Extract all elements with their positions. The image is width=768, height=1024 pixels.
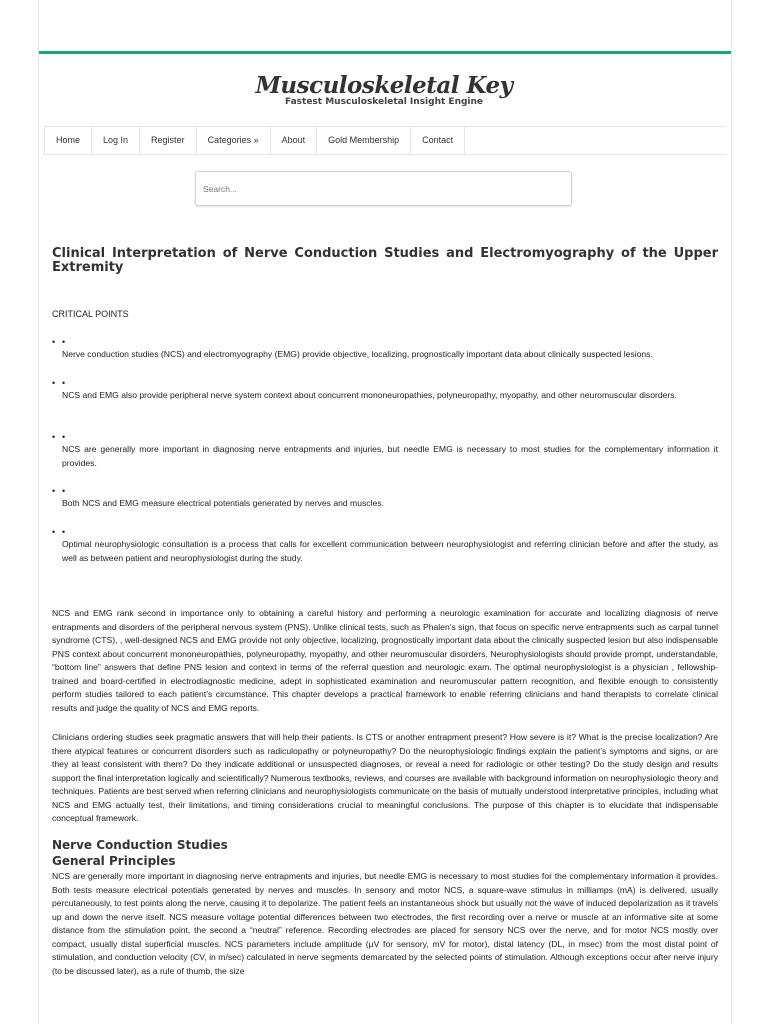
- bullet-icon: •: [52, 432, 56, 442]
- list-item: [52, 431, 718, 470]
- subsection-heading: General Principles: [52, 854, 176, 868]
- bullet-icon: •: [62, 337, 66, 347]
- bullet-icon: •: [62, 527, 66, 537]
- bullet-icon: •: [52, 486, 56, 496]
- bullet-icon: •: [62, 378, 66, 388]
- article-title: Clinical Interpretation of Nerve Conduction Studies and Electromyography of the Upper Extremity: [52, 246, 718, 275]
- critical-points-heading: CRITICAL POINTS: [52, 309, 129, 319]
- list-item: [52, 485, 718, 511]
- section-heading: Nerve Conduction Studies: [52, 838, 228, 852]
- bullet-icon: •: [52, 527, 56, 537]
- critical-point-text: NCS are generally more important in diagnosing nerve entrapments and injuries, but needle EMG is necessary to most studies for the complementary information it provides.: [62, 444, 718, 468]
- nav-contact[interactable]: Contact: [411, 127, 465, 154]
- nav-gold-membership[interactable]: Gold Membership: [317, 127, 411, 154]
- site-logo[interactable]: Musculoskeletal Key: [255, 72, 513, 99]
- nav-login[interactable]: Log In: [92, 127, 140, 154]
- critical-point-text: Both NCS and EMG measure electrical potentials generated by nerves and muscles.: [62, 498, 384, 508]
- bullet-icon: •: [52, 337, 56, 347]
- nav-categories[interactable]: Categories »: [197, 127, 271, 154]
- critical-point-text: NCS and EMG also provide peripheral nerve system context about concurrent mononeuropathies, polyneuropathy, myopathy, and other neuromuscular disorders.: [62, 390, 677, 400]
- list-item: [52, 526, 718, 565]
- section-paragraph: NCS are generally more important in diagnosing nerve entrapments and injuries, but needle EMG is necessary to most studies for the complementary information it provides. Both tests measure electrical potentials generated by nerves and muscles. In sensory and motor NCS, a square-wave stimulus in milliamps (mA) is delivered, usually percutaneously, to test points along the nerve, causing it to depolarize. The patient feels an instantaneous shock but usually not the wave of induced depolarization as it travels up and down the nerve itself. NCS measure voltage potential differences between two electrodes, the first recording over a nerve or muscle at an informative site at some distance from the stimulation point, the second a “neutral” reference. Recording electrodes are placed for sensory NCS over the nerve, and for motor NCS mostly over compact, usually distal superficial muscles. NCS parameters include amplitude (μV for sensory, mV for motor), distal latency (DL, in msec) from the most distal point of stimulation, and conduction velocity (CV, in m/sec) calculated in nerve segments demarcated by the selected points of stimulation. Although exceptions occur after nerve injury (to be discussed later), as a rule of thumb, the size: [52, 871, 718, 976]
- list-item: [52, 377, 718, 403]
- list-item: [52, 336, 718, 362]
- search-input[interactable]: [195, 171, 572, 206]
- nav-home[interactable]: Home: [44, 127, 92, 154]
- nav-register[interactable]: Register: [140, 127, 197, 154]
- bullet-icon: •: [62, 432, 66, 442]
- critical-point-text: Nerve conduction studies (NCS) and electromyography (EMG) provide objective, localizing, prognostically important data about clinically suspected lesions.: [62, 349, 653, 359]
- bullet-icon: •: [52, 378, 56, 388]
- intro-paragraph-1: NCS and EMG rank second in importance only to obtaining a careful history and performing a neurologic examination for accurate and localizing diagnosis of nerve entrapments and disorders of the peripheral nervous system (PNS). Unlike clinical tests, such as Phalen’s sign, that focus on specific nerve entrapments such as carpal tunnel syndrome (CTS), , well-designed NCS and EMG provide not only objective, localizing, prognostically important data about the clinically suspected lesion but also indispensable PNS context about concurrent mononeuropathies, polyneuropathy, myopathy, and other neuromuscular disorders. Neurophysiologists should provide prompt, understandable, “bottom line” answers that define PNS lesion and context in terms of the referral question and neurologic exam. The optimal neurophysiologist is a physician , fellowship-trained and board-certified in electrodiagnostic medicine, adept in sophisticated examination and neuromuscular pattern recognition, and flexible enough to consistently perform studies tailored to each patient’s circumstance. This chapter develops a practical framework to enable referring clinicians and hand therapists to correlate clinical results and judge the quality of NCS and EMG reports.: [52, 608, 718, 713]
- critical-point-text: Optimal neurophysiologic consultation is a process that calls for excellent communication between neurophysiologist and referring clinician before and after the study, as well as between patient and neurophysiologist during the study.: [62, 539, 718, 563]
- site-tagline: Fastest Musculoskeletal Insight Engine: [284, 97, 484, 107]
- main-nav: [44, 126, 726, 155]
- bullet-icon: •: [62, 486, 66, 496]
- nav-about[interactable]: About: [271, 127, 318, 154]
- intro-paragraph-2: Clinicians ordering studies seek pragmatic answers that will help their patients. Is CTS or another entrapment present? How severe is it? What is the precise localization? Are there atypical features or concurrent disorders such as radiculopathy or polyneuropathy? Do the neurophysiologic findings explain the patient’s symptoms and signs, or are they at least consistent with them? Do they indicate additional or unsuspected diagnoses, or reveal a need for radiologic or other testing? Do the study design and results support the final interpretation logically and scientifically? Numerous textbooks, reviews, and courses are available with background information on neurophysiologic theory and techniques. Patients are best served when referring clinicians and neurophysiologists communicate on the basis of mutually understood interpretative principles, including what NCS and EMG actually test, their limitations, and timing considerations crucial to meaningful conclusions. The purpose of this chapter is to elucidate that indispensable conceptual framework.: [52, 732, 718, 823]
